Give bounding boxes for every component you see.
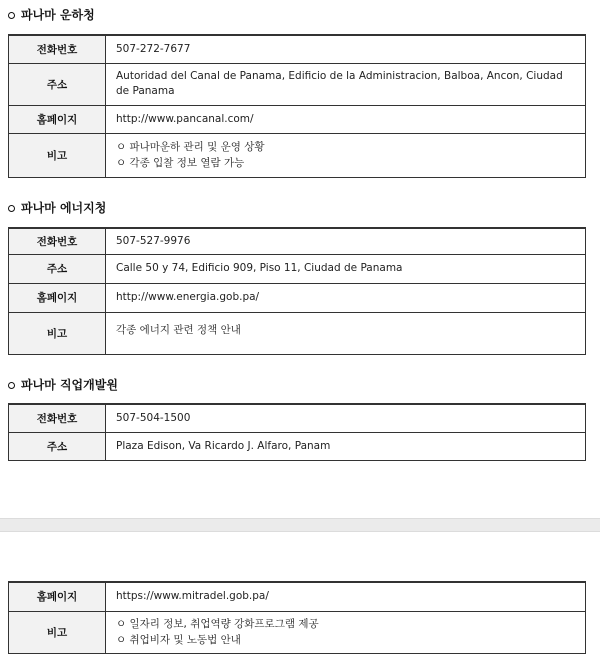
info-table [8, 227, 586, 355]
list-item: ㅇ 각종 입찰 정보 열람 가능 [116, 157, 245, 169]
circle-bullet-icon [8, 382, 15, 389]
list-item: ㅇ 일자리 정보, 취업역량 강화프로그램 제공 [116, 618, 319, 630]
table-row [9, 432, 586, 460]
circle-bullet-icon [8, 205, 15, 212]
list-item: ㅇ 파나마운하 관리 및 운영 상황 [116, 141, 265, 153]
section-continued [0, 581, 600, 654]
row-label: 전화번호 [9, 35, 106, 63]
info-table [8, 403, 586, 461]
notes-list [116, 139, 575, 171]
phone-value: 507-504-1500 [106, 404, 586, 432]
table-row [9, 63, 586, 105]
section-title [8, 199, 600, 217]
circle-bullet-icon [8, 12, 15, 19]
notes-text: 각종 에너지 관련 정책 안내 [116, 323, 241, 336]
section-canal-authority [0, 6, 600, 178]
table-row [9, 254, 586, 283]
table-row [9, 611, 586, 653]
row-label: 홈페이지 [9, 105, 106, 133]
notes-value [106, 133, 586, 177]
section-vocational-institute [0, 376, 600, 461]
row-label: 전화번호 [9, 404, 106, 432]
section-title [8, 376, 600, 394]
phone-value: 507-527-9976 [106, 228, 586, 254]
homepage-link[interactable]: http://www.pancanal.com/ [106, 105, 586, 133]
table-row [9, 404, 586, 432]
table-row [9, 133, 586, 177]
address-value: Autoridad del Canal de Panama, Edificio de la Administracion, Balboa, Ancon, Ciudad de Panama [106, 63, 586, 105]
phone-value: 507-272-7677 [106, 35, 586, 63]
table-row [9, 283, 586, 312]
row-label: 전화번호 [9, 228, 106, 254]
row-label: 주소 [9, 63, 106, 105]
table-row [9, 582, 586, 611]
table-row [9, 105, 586, 133]
info-table [8, 581, 586, 654]
notes-list [116, 616, 575, 648]
section-title [8, 6, 600, 24]
row-label: 주소 [9, 254, 106, 283]
homepage-link[interactable]: https://www.mitradel.gob.pa/ [106, 582, 586, 611]
list-item: ㅇ 취업비자 및 노동법 안내 [116, 634, 241, 646]
section-energy-secretariat [0, 199, 600, 355]
homepage-link[interactable]: http://www.energia.gob.pa/ [106, 283, 586, 312]
address-value: Plaza Edison, Va Ricardo J. Alfaro, Panam [106, 432, 586, 460]
table-row [9, 312, 586, 354]
row-label: 비고 [9, 312, 106, 354]
row-label: 홈페이지 [9, 582, 106, 611]
table-row [9, 228, 586, 254]
info-table [8, 34, 586, 178]
row-label: 비고 [9, 133, 106, 177]
row-label: 주소 [9, 432, 106, 460]
page-break [0, 518, 600, 532]
address-value: Calle 50 y 74, Edificio 909, Piso 11, Ciudad de Panama [106, 254, 586, 283]
notes-value [106, 312, 586, 354]
notes-value [106, 611, 586, 653]
row-label: 비고 [9, 611, 106, 653]
row-label: 홈페이지 [9, 283, 106, 312]
section-title-text: 파나마 에너지청 [21, 201, 107, 215]
section-title-text: 파나마 운하청 [21, 8, 95, 22]
section-title-text: 파나마 직업개발원 [21, 378, 118, 392]
table-row [9, 35, 586, 63]
